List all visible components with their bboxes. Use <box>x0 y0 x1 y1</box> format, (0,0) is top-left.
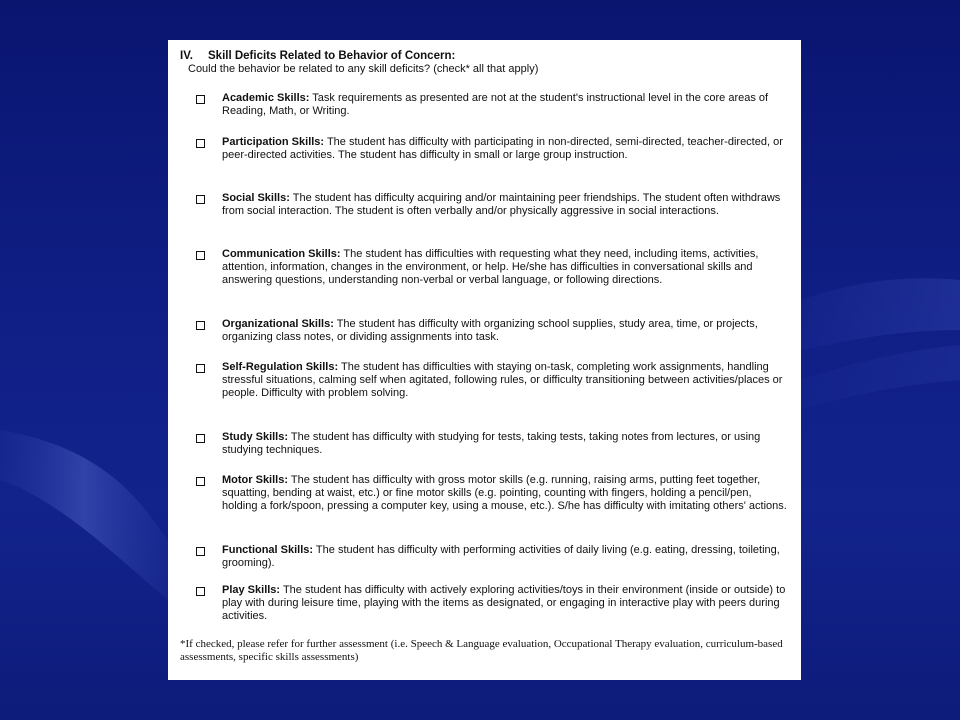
checkbox-academic-skills[interactable] <box>196 95 205 104</box>
list-item <box>196 474 787 544</box>
item-description: The student has difficulty with performing activities of daily living (e.g. eating, dressing, toileting, grooming). <box>222 544 780 569</box>
item-description: Task requirements as presented are not at the student's instructional level in the core areas of Reading, Math, or Writing. <box>222 92 769 117</box>
item-title: Academic Skills: <box>222 92 310 104</box>
list-item <box>196 92 787 136</box>
item-description: The student has difficulty acquiring and/or maintaining peer friendships. The student often withdraws from social interaction. The student is often verbally and/or physically aggressive in social interactions. <box>222 192 781 217</box>
checkbox-self-regulation-skills[interactable] <box>196 364 205 373</box>
item-title: Study Skills: <box>222 431 289 443</box>
section-question: Could the behavior be related to any skill deficits? (check* all that apply) <box>188 63 539 75</box>
item-title: Participation Skills: <box>222 136 325 148</box>
item-description: The student has difficulty with actively exploring activities/toys in their environment (inside or outside) to play with during leisure time, playing with the items as designated, or engaging in interactive play with peers during activities. <box>222 584 786 622</box>
item-text <box>222 544 787 570</box>
item-description: The student has difficulties with staying on-task, completing work assignments, handling stressful situations, calming self when agitated, following rules, or difficulty transitioning between activities/places or people. Difficulty with problem solving. <box>222 361 783 399</box>
item-text <box>222 361 787 399</box>
item-title: Play Skills: <box>222 584 281 596</box>
item-text <box>222 318 787 344</box>
item-description: The student has difficulties with requesting what they need, including items, activities, attention, information, changes in the environment, or help. He/she has difficulties in conversational skills and answering questions, understanding non-verbal or verbal language, or following directions. <box>222 248 759 286</box>
footnote: *If checked, please refer for further assessment (i.e. Speech & Language evaluation, Occupational Therapy evaluation, curriculum-based assessments, specific skills assessments) <box>180 638 783 663</box>
document-page <box>168 40 801 680</box>
item-text <box>222 474 787 512</box>
section-title: Skill Deficits Related to Behavior of Concern: <box>208 50 456 62</box>
section-number: IV. <box>180 50 194 62</box>
item-title: Functional Skills: <box>222 544 314 556</box>
checkbox-study-skills[interactable] <box>196 434 205 443</box>
item-text <box>222 248 787 286</box>
list-item <box>196 248 787 318</box>
checkbox-social-skills[interactable] <box>196 195 205 204</box>
list-item <box>196 361 787 431</box>
list-item <box>196 431 787 474</box>
checkbox-communication-skills[interactable] <box>196 251 205 260</box>
item-title: Organizational Skills: <box>222 318 334 330</box>
section-heading <box>180 50 787 63</box>
checkbox-participation-skills[interactable] <box>196 139 205 148</box>
item-text <box>222 192 787 218</box>
item-description: The student has difficulty with participating in non-directed, semi-directed, teacher-directed, or peer-directed activities. The student has difficulty in small or large group instruction. <box>222 136 783 161</box>
list-item <box>196 584 787 628</box>
checkbox-organizational-skills[interactable] <box>196 321 205 330</box>
checkbox-functional-skills[interactable] <box>196 547 205 556</box>
item-text <box>222 92 787 118</box>
list-item <box>196 192 787 248</box>
item-text <box>222 584 787 622</box>
item-text <box>222 136 787 162</box>
item-description: The student has difficulty with studying for tests, taking tests, taking notes from lectures, or using studying techniques. <box>222 431 761 456</box>
checkbox-play-skills[interactable] <box>196 587 205 596</box>
item-title: Motor Skills: <box>222 474 289 486</box>
checkbox-motor-skills[interactable] <box>196 477 205 486</box>
skill-deficit-list <box>180 92 787 628</box>
item-description: The student has difficulty with gross motor skills (e.g. running, raising arms, putting feet together, squatting, bending at waist, etc.) or fine motor skills (e.g. pointing, counting with fingers, holding a pencil/pen, holding a fork/spoon, pressing a computer key, using a mouse, etc.). S/he has difficulty with imitating others' actions. <box>222 474 787 512</box>
item-title: Social Skills: <box>222 192 290 204</box>
item-description: The student has difficulty with organizing school supplies, study area, time, or projects, organizing class notes, or dividing assignments into task. <box>222 318 758 343</box>
list-item <box>196 318 787 361</box>
list-item <box>196 544 787 584</box>
list-item <box>196 136 787 192</box>
item-title: Communication Skills: <box>222 248 341 260</box>
item-text <box>222 431 787 457</box>
item-title: Self-Regulation Skills: <box>222 361 339 373</box>
